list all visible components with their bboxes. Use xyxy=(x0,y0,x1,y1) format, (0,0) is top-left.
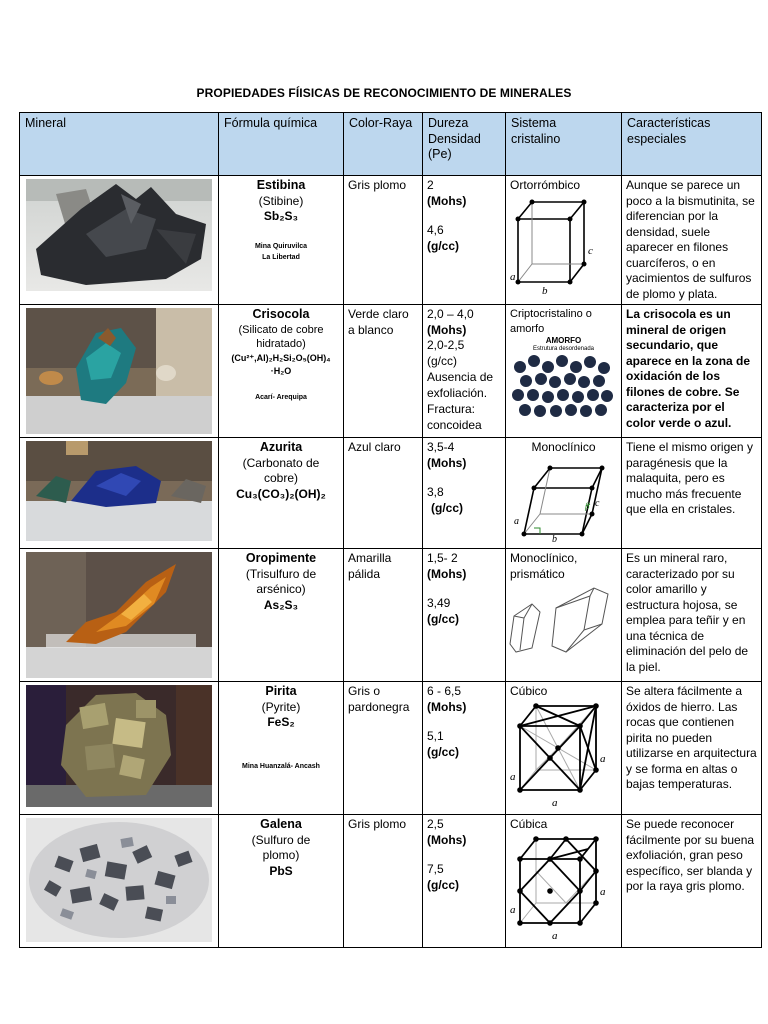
chemical-formula: (Cu²⁺,Al)₂H₂Si₂O₅(OH)₄ ·H₂O xyxy=(231,352,331,376)
svg-text:a: a xyxy=(514,515,519,527)
orthorhombic-crystal-diagram xyxy=(510,194,610,297)
header-mineral: Mineral xyxy=(20,113,219,176)
formula-cell xyxy=(219,682,344,815)
mineral-alt-name: (Carbonato de cobre) xyxy=(242,455,320,485)
mineral-name: Pirita xyxy=(265,684,297,698)
crystal-system-cell xyxy=(506,305,622,438)
crystal-system-name: Monoclínico xyxy=(531,440,596,454)
mineral-alt-name: (Pyrite) xyxy=(261,699,301,714)
azurita-photo xyxy=(26,441,212,541)
crystal-system-name: Monoclínico, prismático xyxy=(510,551,578,581)
mineral-name: Estibina xyxy=(256,178,306,192)
table-row xyxy=(20,549,762,682)
dureza-cell: 2 (Mohs) 4,6 (g/cc) xyxy=(423,176,506,305)
mineral-alt-name: (Sulfuro de plomo) xyxy=(251,832,311,862)
crystal-system-cell xyxy=(506,549,622,682)
header-caracteristicas: Características especiales xyxy=(622,113,762,176)
color-cell: Gris plomo xyxy=(344,815,423,948)
svg-text:a: a xyxy=(600,752,606,765)
mineral-photo-cell xyxy=(20,176,219,305)
table-row xyxy=(20,815,762,948)
galena-photo xyxy=(26,818,212,942)
svg-text:β: β xyxy=(585,500,590,511)
table-row xyxy=(20,682,762,815)
crystal-system-name: Cúbica xyxy=(510,817,548,831)
oropimente-photo xyxy=(26,552,212,678)
dureza-cell: 3,5-4 (Mohs) 3,8 (g/cc) xyxy=(423,438,506,549)
chemical-formula: Cu₃(CO₃)₂(OH)₂ xyxy=(236,486,326,501)
monoclinic-crystal-diagram xyxy=(510,456,610,545)
description-cell: Es un mineral raro, caracterizado por su color amarillo y estructura hojosa, se emplea para teñir y en una técnica de eliminación del pelo de la piel. xyxy=(622,549,762,682)
mineral-alt-name: (Trisulfuro de arsénico) xyxy=(245,566,317,596)
description-cell: Se altera fácilmente a óxidos de hierro. Las rocas que contienen pirita no pueden utilizarse en arquitectura y se forma en altas o bajas temperaturas. xyxy=(622,682,762,815)
header-sistema: Sistema cristalino xyxy=(506,113,622,176)
mineral-name: Oropimente xyxy=(245,551,317,565)
chemical-formula: PbS xyxy=(269,863,293,878)
dureza-cell: 2,5 (Mohs) 7,5 (g/cc) xyxy=(423,815,506,948)
svg-text:c: c xyxy=(595,497,600,509)
mine-location: Acarí- Arequipa xyxy=(255,393,307,401)
svg-text:c: c xyxy=(588,244,593,257)
mineral-photo-cell xyxy=(20,438,219,549)
color-cell: Verde claro a blanco xyxy=(344,305,423,438)
svg-text:a: a xyxy=(510,770,516,783)
amorphous-structure-diagram xyxy=(510,353,615,423)
table-header-row xyxy=(20,113,762,176)
mineral-alt-name: (Silicato de cobre hidratado) xyxy=(238,323,324,350)
color-cell: Azul claro xyxy=(344,438,423,549)
dureza-cell: 2,0 – 4,0 (Mohs) 2,0-2,5 (g/cc) Ausencia de exfoliación. Fractura: concoidea xyxy=(423,305,506,438)
crystal-system-cell xyxy=(506,176,622,305)
mineral-photo-cell xyxy=(20,815,219,948)
color-cell: Gris o pardonegra xyxy=(344,682,423,815)
formula-cell xyxy=(219,815,344,948)
dureza-cell: 1,5- 2 (Mohs) 3,49 (g/cc) xyxy=(423,549,506,682)
estibina-photo xyxy=(26,179,212,291)
header-formula: Fórmula química xyxy=(219,113,344,176)
svg-text:a: a xyxy=(552,929,558,942)
crisocola-photo xyxy=(26,308,212,434)
crystal-system-cell xyxy=(506,682,622,815)
mine-location: Mina Quiruvilca La Libertad xyxy=(254,242,308,261)
table-row xyxy=(20,305,762,438)
crystal-system-cell xyxy=(506,438,622,549)
mineral-photo-cell xyxy=(20,305,219,438)
formula-cell xyxy=(219,549,344,682)
crystal-system-name: Cúbico xyxy=(510,684,548,698)
svg-text:a: a xyxy=(552,796,558,809)
mineral-photo-cell xyxy=(20,549,219,682)
amorfo-title: AMORFO xyxy=(545,336,582,345)
amorfo-subtitle: Estrutura desordenada xyxy=(532,346,595,352)
header-color: Color-Raya xyxy=(344,113,423,176)
formula-cell xyxy=(219,438,344,549)
table-row xyxy=(20,438,762,549)
dureza-cell: 6 - 6,5 (Mohs) 5,1 (g/cc) xyxy=(423,682,506,815)
crystal-system-name: Ortorrómbico xyxy=(510,178,581,192)
mineral-name: Galena xyxy=(260,817,302,831)
cubic-fcc-diagram xyxy=(510,833,615,941)
mineral-photo-cell xyxy=(20,682,219,815)
description-cell: La crisocola es un mineral de origen secundario, que aparece en la zona de oxidación de los filones de cobre. Se caracteriza por el color verde o azul. xyxy=(622,305,762,438)
svg-text:a: a xyxy=(510,270,516,283)
chemical-formula: As₂S₃ xyxy=(263,597,299,612)
cubic-bcc-diagram xyxy=(510,700,615,808)
document-title: PROPIEDADES FÍISICAS DE RECONOCIMIENTO DE MINERALES xyxy=(196,86,572,100)
description-cell: Aunque se parece un poco a la bismutinita, se diferencian por la densidad, suele aparecer en filones cuarcíferos, o en yacimientos de sulfuros de plomo y plata. xyxy=(622,176,762,305)
svg-text:a: a xyxy=(600,885,606,898)
chemical-formula: Sb₂S₃ xyxy=(263,209,299,223)
chemical-formula: FeS₂ xyxy=(267,715,295,729)
svg-text:b: b xyxy=(552,533,557,545)
description-cell: Tiene el mismo origen y paragénesis que la malaquita, pero es mucho más frecuente que ella en cristales. xyxy=(622,438,762,549)
svg-text:b: b xyxy=(542,284,548,297)
svg-text:a: a xyxy=(510,903,516,916)
table-row xyxy=(20,176,762,305)
pirita-photo xyxy=(26,685,212,807)
mine-location: Mina Huanzalá- Ancash xyxy=(242,762,320,770)
header-dureza: Dureza Densidad (Pe) xyxy=(423,113,506,176)
crystal-system-cell xyxy=(506,815,622,948)
description-cell: Se puede reconocer fácilmente por su buena exfoliación, gran peso específico, ser blanda y por la raya gris plomo. xyxy=(622,815,762,948)
formula-cell xyxy=(219,305,344,438)
mineral-name: Crisocola xyxy=(252,307,310,321)
crystal-system-name: Criptocristalino o amorfo xyxy=(510,308,592,335)
mineral-name: Azurita xyxy=(259,440,303,454)
minerals-table xyxy=(19,112,762,948)
color-cell: Gris plomo xyxy=(344,176,423,305)
monoclinic-prismatic-diagram xyxy=(510,582,615,662)
color-cell: Amarilla pálida xyxy=(344,549,423,682)
formula-cell xyxy=(219,176,344,305)
mineral-alt-name: (Stibine) xyxy=(258,193,304,208)
